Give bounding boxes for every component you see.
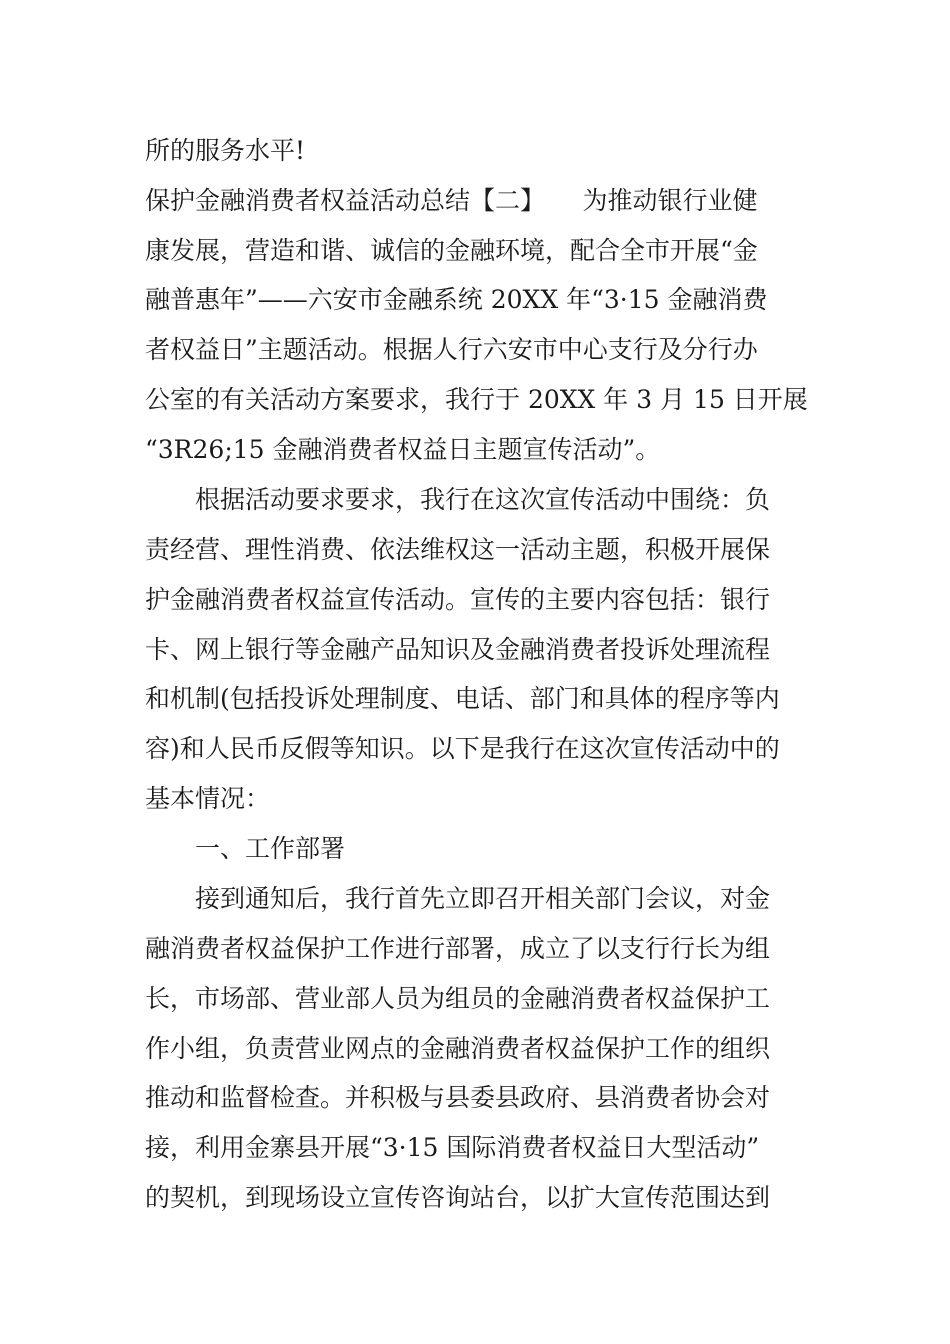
text-line: 容)和人民币反假等知识。以下是我行在这次宣传活动中的 <box>145 734 780 763</box>
text-line: 责经营、理性消费、依法维权这一活动主题，积极开展保 <box>145 535 771 564</box>
text-line: 者权益日”主题活动。根据人行六安市中心支行及分行办 <box>145 335 758 364</box>
section-heading: 一、工作部署 <box>145 834 346 863</box>
text-line: 接，利用金寨县开展“3·15 国际消费者权益日大型活动” <box>145 1133 760 1162</box>
text-line: “3R26;15 金融消费者权益日主题宣传活动”。 <box>145 435 661 464</box>
text-line: 和机制(包括投诉处理制度、电话、部门和具体的程序等内 <box>145 684 780 713</box>
text-line: 融普惠年”——六安市金融系统 20XX 年“3·15 金融消费 <box>145 285 768 314</box>
text-line: 接到通知后，我行首先立即召开相关部门会议，对金 <box>145 884 771 913</box>
text-line: 推动和监督检查。并积极与县委县政府、县消费者协会对 <box>145 1083 771 1112</box>
text-line: 康发展，营造和谐、诚信的金融环境，配合全市开展“金 <box>145 236 758 265</box>
text-line: 的契机，到现场设立宣传咨询站台，以扩大宣传范围达到 <box>145 1183 771 1212</box>
text-line: 基本情况： <box>145 784 271 813</box>
text-line: 融消费者权益保护工作进行部署，成立了以支行行长为组 <box>145 934 771 963</box>
text-line: 长，市场部、营业部人员为组员的金融消费者权益保护工 <box>145 984 771 1013</box>
text-line: 根据活动要求要求，我行在这次宣传活动中围绕：负 <box>145 485 771 514</box>
text-line: 所的服务水平! <box>145 136 306 165</box>
text-line: 卡、网上银行等金融产品知识及金融消费者投诉处理流程 <box>145 635 771 664</box>
text-line: 护金融消费者权益宣传活动。宣传的主要内容包括：银行 <box>145 585 771 614</box>
text-line: 保护金融消费者权益活动总结【二】 为推动银行业健 <box>145 186 758 215</box>
text-line: 作小组，负责营业网点的金融消费者权益保护工作的组织 <box>145 1034 771 1063</box>
text-line: 公室的有关活动方案要求，我行于 20XX 年 3 月 15 日开展 <box>145 385 808 414</box>
